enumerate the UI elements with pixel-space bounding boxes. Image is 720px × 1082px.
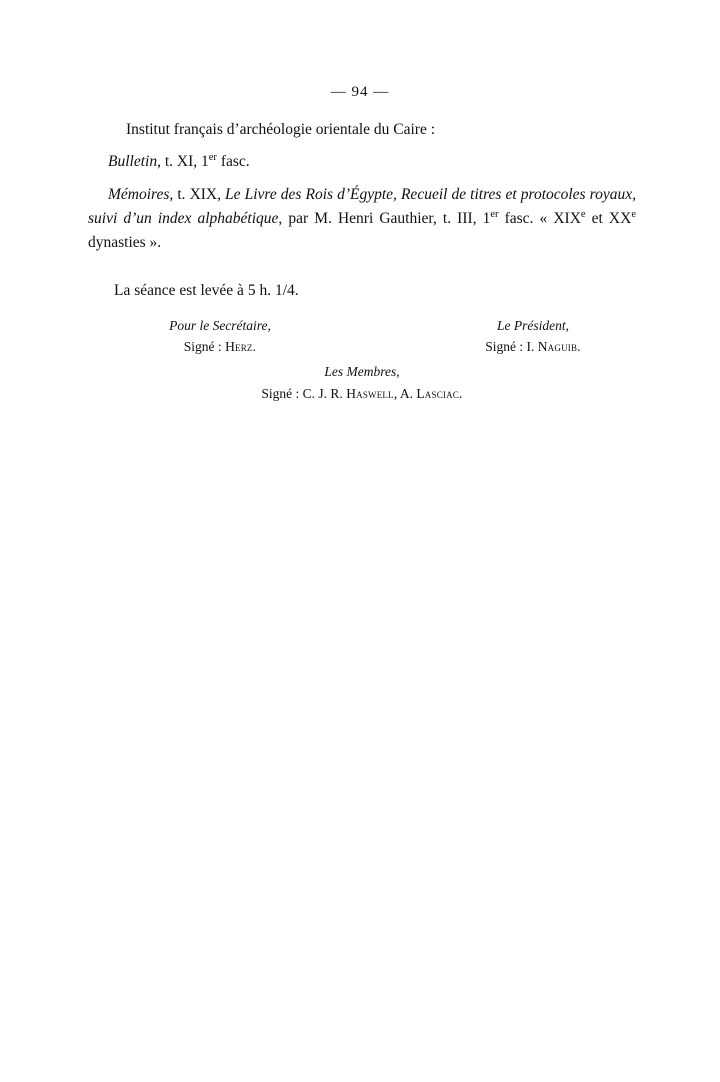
signature-member2-initial: A. <box>399 386 417 401</box>
body-text-block <box>88 118 636 302</box>
memoires-superscript-3: e <box>631 208 636 220</box>
signature-president-title: Le Président, <box>497 318 569 333</box>
seance-text: La séance est levée à 5 h. 1/4. <box>114 281 299 299</box>
signature-member1-name: Haswell <box>346 386 394 401</box>
signature-president-prefix: Signé : <box>485 339 527 354</box>
signature-secretary-line <box>140 339 300 355</box>
memoires-title: Mémoires <box>108 185 170 203</box>
paragraph-institut <box>88 118 636 141</box>
paragraph-seance <box>88 279 636 302</box>
signature-president-line <box>448 339 618 355</box>
paragraph-bulletin <box>88 150 636 173</box>
signature-member1-initial: C. J. R. <box>302 386 347 401</box>
signature-president-name: Naguib. <box>537 339 581 354</box>
paragraph-memoires <box>88 183 636 255</box>
signature-block <box>88 318 636 401</box>
signature-members-line <box>88 386 636 402</box>
page-number: — 94 — <box>330 84 390 100</box>
bulletin-rest-pre: , t. XI, 1 <box>157 153 209 171</box>
signature-secretary-name: Herz. <box>225 339 257 354</box>
signature-secretary-title: Pour le Secrétaire, <box>169 318 271 333</box>
signature-members-prefix: Signé : <box>261 386 303 401</box>
bulletin-rest-post: fasc. <box>216 153 250 171</box>
institut-text: Institut français d’archéologie orientale du Caire : <box>126 121 436 138</box>
signature-president <box>448 318 618 355</box>
signature-president-initial: I. <box>526 339 538 354</box>
signature-members-title: Les Membres, <box>324 364 400 379</box>
memoires-italic-work: Le Livre des Rois d’Égypte, Recueil de titres et protocoles royaux, suivi d’un index alphabétique <box>88 185 636 227</box>
memoires-part2: , par M. Henri Gauthier, t. III, 1 <box>278 209 491 227</box>
signature-row-top <box>88 318 636 358</box>
memoires-part3: fasc. « XIX <box>498 209 581 227</box>
memoires-superscript-1: er <box>490 208 499 220</box>
memoires-part5: dynasties ». <box>88 233 162 251</box>
memoires-superscript-2: e <box>580 208 586 220</box>
signature-members-separator: , <box>393 386 400 401</box>
signature-members <box>88 364 636 402</box>
memoires-part1: , t. XIX, <box>169 185 226 203</box>
signature-secretary-prefix: Signé : <box>183 339 226 354</box>
bulletin-superscript: er <box>208 152 217 164</box>
memoires-part4: et XX <box>585 209 632 227</box>
signature-secretary <box>140 318 300 355</box>
bulletin-title: Bulletin <box>108 153 158 171</box>
signature-member2-name: Lasciac. <box>416 386 463 401</box>
